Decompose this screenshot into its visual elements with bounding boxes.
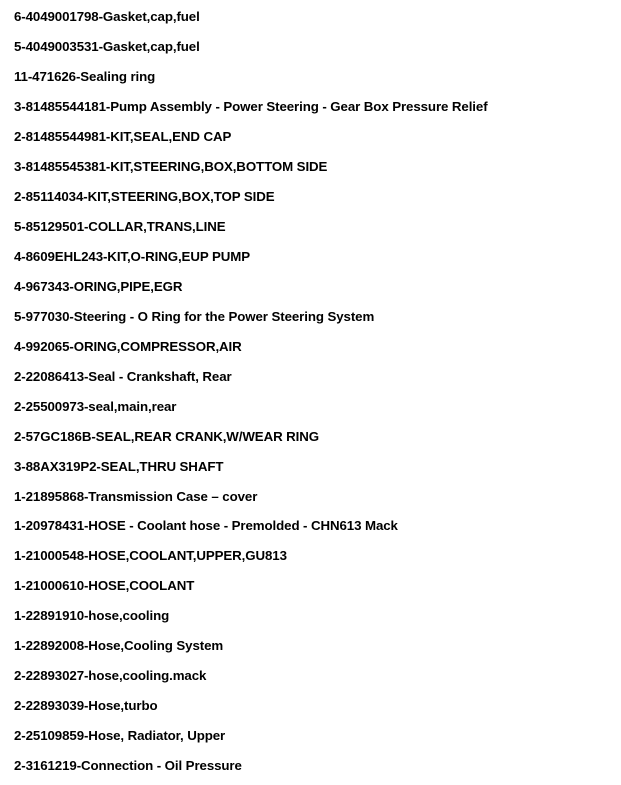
list-item: 1-20978431-HOSE - Coolant hose - Premolded - CHN613 Mack — [14, 518, 398, 534]
list-item: 2-22086413-Seal - Crankshaft, Rear — [14, 368, 232, 384]
list-item: 11-471626-Sealing ring — [14, 68, 156, 84]
list-item: 2-25109859-Hose, Radiator, Upper — [14, 728, 226, 744]
list-item: 3-81485545381-KIT,STEERING,BOX,BOTTOM SIDE — [14, 158, 328, 174]
list-item: 5-4049003531-Gasket,cap,fuel — [14, 38, 200, 54]
list-item: 1-21000548-HOSE,COOLANT,UPPER,GU813 — [14, 548, 287, 564]
list-item: 1-21895868-Transmission Case – cover — [14, 488, 258, 504]
list-item: 1-22891910-hose,cooling — [14, 608, 170, 624]
list-item: 4-967343-ORING,PIPE,EGR — [14, 278, 183, 294]
list-item: 5-85129501-COLLAR,TRANS,LINE — [14, 218, 226, 234]
list-item: 6-4049001798-Gasket,cap,fuel — [14, 9, 200, 24]
list-item: 2-22893039-Hose,turbo — [14, 698, 158, 714]
list-item: 2-22893027-hose,cooling.mack — [14, 668, 207, 684]
list-item: 1-21000610-HOSE,COOLANT — [14, 578, 195, 594]
list-item: 2-81485544981-KIT,SEAL,END CAP — [14, 128, 232, 144]
list-item: 4-8609EHL243-KIT,O-RING,EUP PUMP — [14, 248, 250, 264]
list-item: 2-85114034-KIT,STEERING,BOX,TOP SIDE — [14, 188, 275, 204]
list-item: 4-992065-ORING,COMPRESSOR,AIR — [14, 338, 242, 354]
list-item: 3-81485544181-Pump Assembly - Power Steering - Gear Box Pressure Relief — [14, 98, 488, 114]
list-item: 2-3161219-Connection - Oil Pressure — [14, 758, 242, 774]
list-item: 1-22892008-Hose,Cooling System — [14, 638, 224, 654]
list-item: 5-977030-Steering - O Ring for the Power Steering System — [14, 308, 375, 324]
list-item: 3-88AX319P2-SEAL,THRU SHAFT — [14, 458, 224, 474]
list-item: 2-25500973-seal,main,rear — [14, 398, 177, 414]
list-item: 2-57GC186B-SEAL,REAR CRANK,W/WEAR RING — [14, 428, 320, 444]
parts-list — [14, 6, 615, 785]
